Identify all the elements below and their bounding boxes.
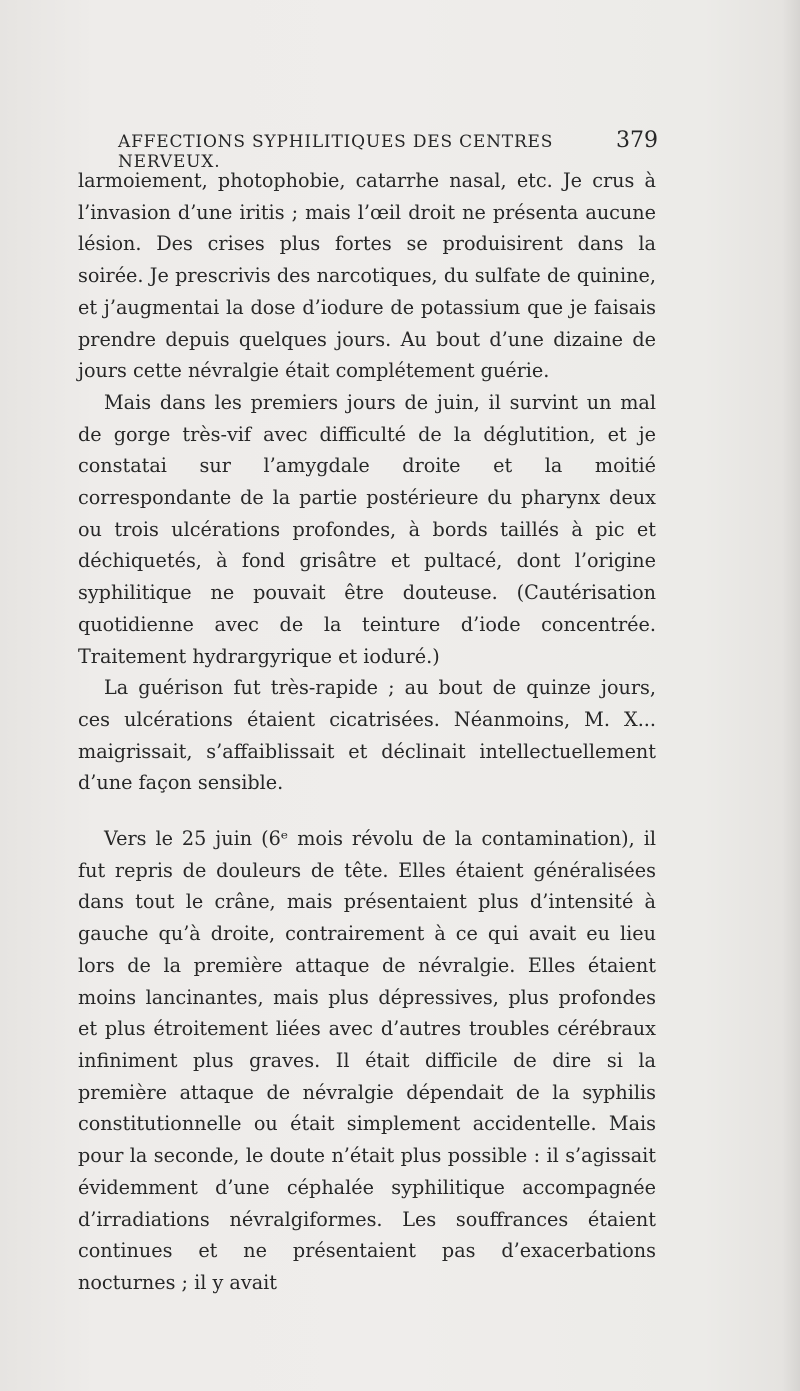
page-number: 379 — [616, 128, 658, 153]
page-edge-shadow — [782, 0, 800, 1391]
paragraph-1: larmoiement, photophobie, catarrhe nasal, etc. Je crus à l’invasion d’une iritis ; mais l’œil droit ne présenta aucune lésion. Des crises plus fortes se produisirent dans la soirée. Je prescrivis des narcotiques, du sulfate de quinine, et j’augmentai la dose d’iodure de potassium que je faisais prendre depuis quelques jours. Au bout d’une dizaine de jours cette névralgie était complétement guérie. — [78, 169, 656, 383]
paragraph-4: Vers le 25 juin (6ᵉ mois révolu de la contamination), il fut repris de douleurs de tête. Elles étaient généralisées dans tout le crâne, mais présentaient plus d’intensité à gauche qu’à droite, contrairement à ce qui avait eu lieu lors de la première attaque de névralgie. Elles étaient moins lancinantes, mais plus dépressives, plus profondes et plus étroitement liées avec d’autres troubles cérébraux infiniment plus graves. Il était difficile de dire si la première attaque de névralgie dépendait de la syphilis constitutionnelle ou était simplement accidentelle. Mais pour la seconde, le doute n’était plus possible : il s’agissait évidemment d’une céphalée syphilitique accompagnée d’irradiations névralgiformes. Les souffrances étaient continues et ne présentaient pas d’exacerbations nocturnes ; il y avait — [78, 827, 656, 1294]
running-head — [118, 127, 658, 172]
paragraph-3: La guérison fut très-rapide ; au bout de quinze jours, ces ulcérations étaient cicatrisées. Néanmoins, M. X... maigrissait, s’affaiblissait et déclinait intellectuellement d’une façon sensible. — [78, 676, 656, 795]
running-title: AFFECTIONS SYPHILITIQUES DES CENTRES NERVEUX. — [118, 132, 554, 172]
paragraph-2: Mais dans les premiers jours de juin, il survint un mal de gorge très-vif avec difficulté de la déglutition, et je constatai sur l’amygdale droite et la moitié correspondante de la partie postérieure du pharynx deux ou trois ulcérations profondes, à bords taillés à pic et déchiquetés, à fond grisâtre et pultacé, dont l’origine syphilitique ne pouvait être douteuse. (Cautérisation quotidienne avec de la teinture d’iode concentrée. Traitement hydrargyrique et ioduré.) — [78, 390, 656, 668]
body-text — [78, 165, 656, 1299]
